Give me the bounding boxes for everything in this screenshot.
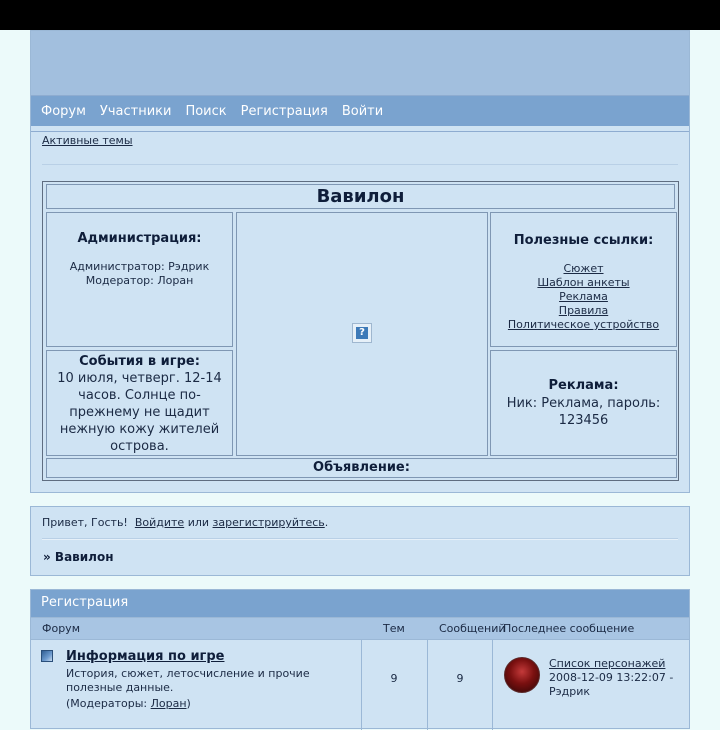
forum-description: История, сюжет, летосчисление и прочие полезные данные. xyxy=(66,667,310,694)
game-events-heading: События в игре: xyxy=(79,354,200,369)
header-container xyxy=(30,30,690,493)
advertising-box xyxy=(490,350,677,456)
advertising-heading: Реклама: xyxy=(548,378,619,393)
active-topics-link[interactable]: Активные темы xyxy=(42,134,133,147)
link-rules[interactable]: Правила xyxy=(558,304,609,317)
login-link[interactable]: Войдите xyxy=(134,516,185,529)
useful-links-box xyxy=(490,212,677,347)
link-plot[interactable]: Сюжет xyxy=(563,262,604,275)
nav-search[interactable]: Поиск xyxy=(185,103,227,119)
avatar xyxy=(504,657,540,693)
posts-count: 9 xyxy=(456,672,464,685)
announcement-bar: Объявление: xyxy=(46,458,677,478)
divider xyxy=(42,164,678,165)
site-banner xyxy=(31,31,689,96)
administration-box xyxy=(46,212,233,347)
info-table xyxy=(42,181,679,481)
game-events-box xyxy=(46,350,233,456)
forum-title: Вавилон xyxy=(46,184,675,209)
link-political-structure[interactable]: Политическое устройство xyxy=(507,318,660,331)
administration-heading: Администрация: xyxy=(77,231,202,246)
col-topics: Тем xyxy=(383,622,405,635)
nav-forum[interactable]: Форум xyxy=(41,103,86,119)
forum-status-icon xyxy=(41,650,53,662)
greeting-text: Привет, Гость! xyxy=(42,516,128,529)
admin-line: Администратор: Рэдрик xyxy=(69,260,210,273)
game-events-text: 10 июля, четверг. 12-14 часов. Солнце по-прежнему не щадит нежную кожу жителей острова. xyxy=(57,371,222,454)
forum-moderators: (Модераторы: Лоран) xyxy=(66,697,191,710)
broken-image-icon: ? xyxy=(352,323,372,343)
nav-login[interactable]: Войти xyxy=(341,103,384,119)
moderator-link[interactable]: Лоран xyxy=(150,697,187,710)
nav-members[interactable]: Участники xyxy=(99,103,172,119)
link-profile-template[interactable]: Шаблон анкеты xyxy=(537,276,630,289)
col-posts: Сообщений xyxy=(439,622,506,635)
sublinks-bar xyxy=(31,131,689,177)
top-black-bar xyxy=(0,0,720,30)
register-link[interactable]: зарегистрируйтесь xyxy=(212,516,325,529)
main-nav xyxy=(31,96,689,126)
forum-link[interactable]: Информация по игре xyxy=(66,649,225,664)
moderator-line: Модератор: Лоран xyxy=(85,274,194,287)
divider xyxy=(42,538,678,540)
col-forum: Форум xyxy=(42,622,80,635)
welcome-container xyxy=(30,506,690,576)
welcome-message: Привет, Гость! Войдите или зарегистрируйтесь. xyxy=(42,516,329,529)
useful-links-heading: Полезные ссылки: xyxy=(513,233,654,248)
column-headers xyxy=(31,617,689,640)
col-last-post: Последнее сообщение xyxy=(503,622,635,635)
link-advertising[interactable]: Реклама xyxy=(559,290,608,303)
forum-category xyxy=(30,589,690,729)
last-post-link[interactable]: Список персонажей xyxy=(549,657,666,670)
topics-count: 9 xyxy=(390,672,398,685)
forum-row xyxy=(31,640,689,730)
nav-register[interactable]: Регистрация xyxy=(240,103,328,119)
or-text: или xyxy=(187,516,210,529)
category-header: Регистрация xyxy=(31,590,689,617)
last-post-meta: 2008-12-09 13:22:07 - Рэдрик xyxy=(549,671,674,698)
advertising-text: Ник: Реклама, пароль: 123456 xyxy=(506,396,661,428)
last-post-info xyxy=(549,657,689,699)
breadcrumb: » Вавилон xyxy=(43,550,114,564)
center-image-box xyxy=(236,212,488,456)
